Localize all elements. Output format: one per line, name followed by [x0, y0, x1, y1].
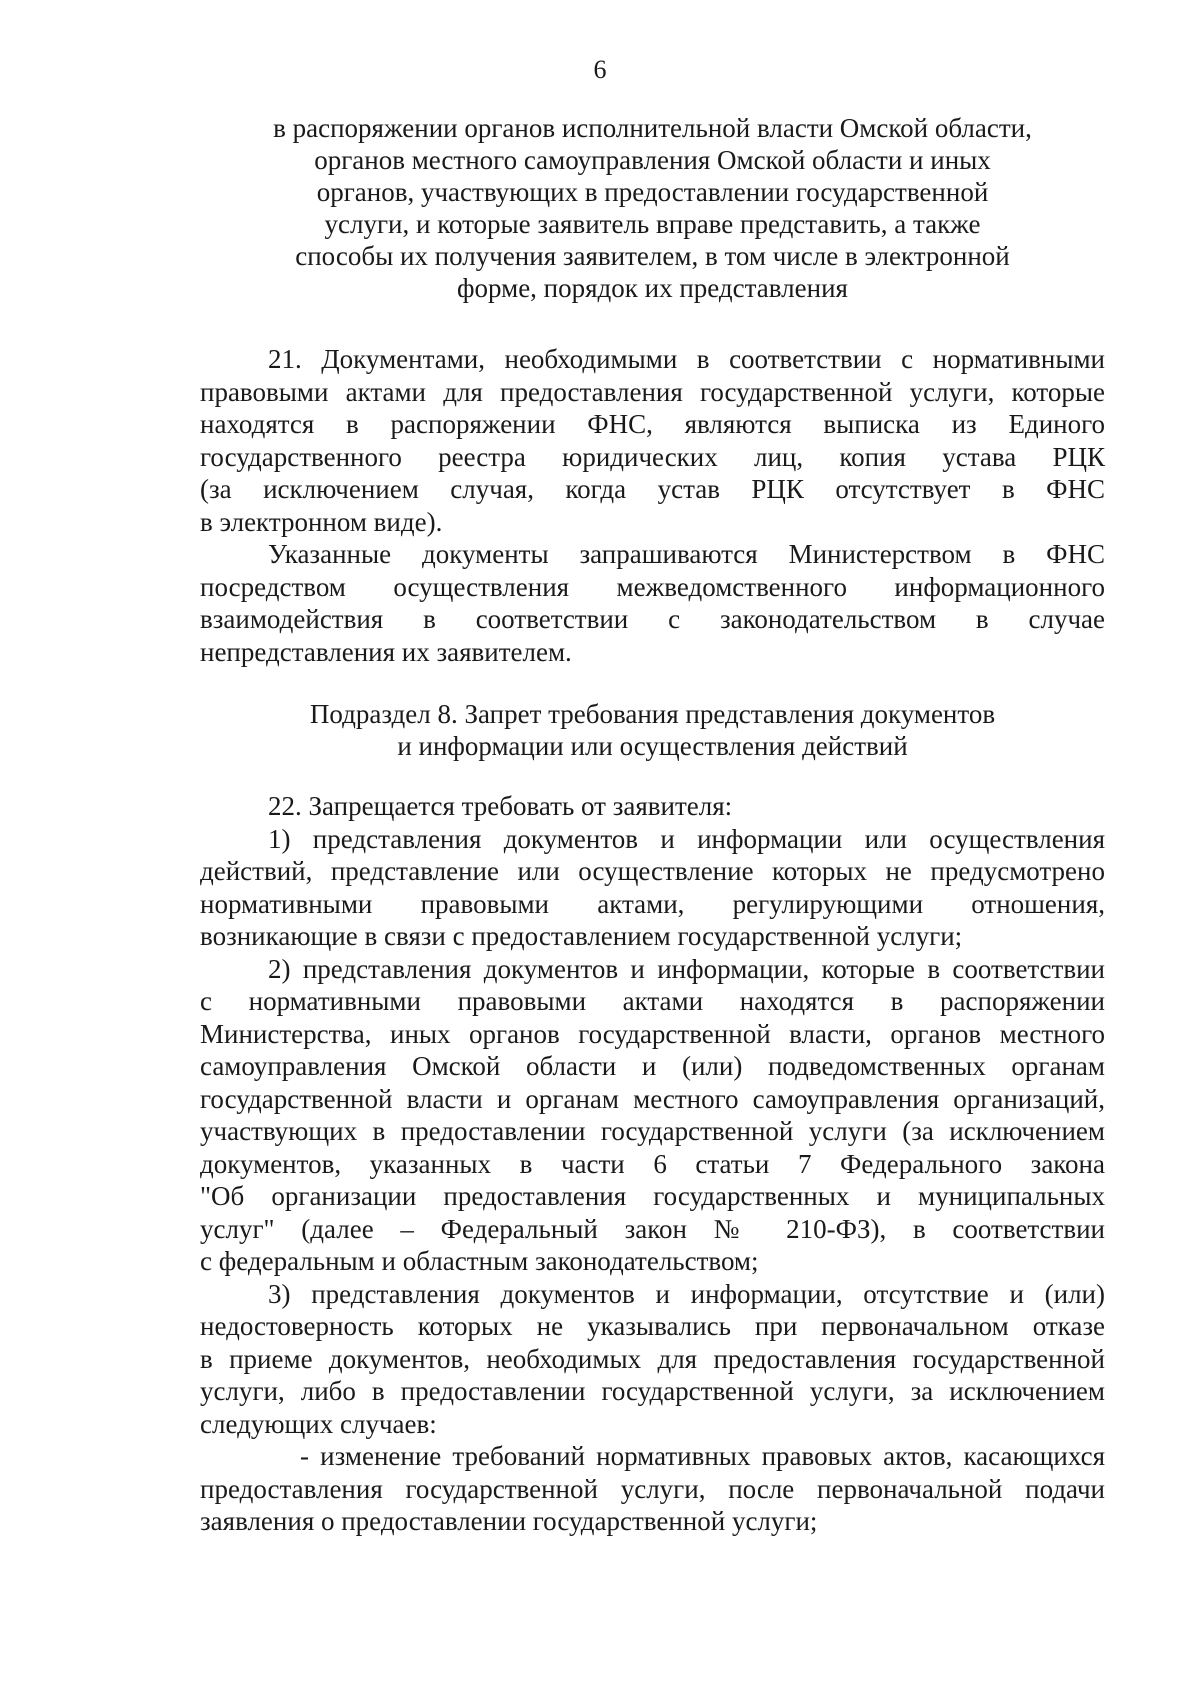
list-item-3-line: 3) представления документов и информации, отсутствие и (или)	[268, 1278, 1105, 1309]
text-line: 22. Запрещается требовать от заявителя:	[268, 791, 733, 821]
heading-line: способы их получения заявителем, в том числе в электронной	[295, 241, 1010, 271]
text-line: находятся в распоряжении ФНС, являются выписка из Единого	[200, 409, 1105, 439]
text-line: с федеральным и областным законодательством;	[200, 1246, 759, 1276]
text-line: Министерства, иных органов государственной власти, органов местного	[200, 1018, 1105, 1049]
text-line: участвующих в предоставлении государственной услуги (за исключением	[200, 1116, 1105, 1146]
text-line: с нормативными правовыми актами находятся в распоряжении	[200, 986, 1105, 1016]
paragraph-21-continued	[200, 538, 1105, 668]
text-line: взаимодействия в соответствии с законодательством в случае	[200, 604, 1105, 634]
paragraph-22	[200, 790, 1105, 1538]
text-line: услуг" (далее – Федеральный закон № 210-ФЗ), в соответствии	[200, 1213, 1105, 1244]
text-line: государственного реестра юридических лиц, копия устава РЦК	[200, 441, 1105, 472]
text-line: предоставления государственной услуги, после первоначальной подачи	[200, 1473, 1105, 1504]
subsection-8-heading	[200, 698, 1105, 762]
heading-line: форме, порядок их представления	[457, 273, 848, 303]
text-line: посредством осуществления межведомственного информационного	[200, 571, 1105, 602]
text-line: следующих случаев:	[200, 1408, 437, 1439]
heading-line: в распоряжении органов исполнительной власти Омской области,	[273, 113, 1032, 143]
heading-line: и информации или осуществления действий	[397, 731, 908, 761]
text-line: в электронном виде).	[200, 506, 443, 537]
text-line: в приеме документов, необходимых для предоставления государственной	[200, 1343, 1105, 1374]
text-line: действий, представление или осуществление которых не предусмотрено	[200, 856, 1105, 886]
text-line: услуги, либо в предоставлении государственной услуги, за исключением	[200, 1376, 1105, 1406]
paragraph-21	[200, 343, 1105, 538]
text-line: нормативными правовыми актами, регулирующими отношения,	[200, 888, 1105, 919]
heading-line: органов местного самоуправления Омской области и иных	[314, 145, 991, 175]
list-item-2-line: 2) представления документов и информации, которые в соответствии	[268, 953, 1105, 984]
heading-line: Подраздел 8. Запрет требования представления документов	[309, 699, 996, 729]
text-line: правовыми актами для предоставления государственной услуги, которые	[200, 376, 1105, 407]
text-line: государственной власти и органам местного самоуправления организаций,	[200, 1083, 1105, 1114]
text-line: (за исключением случая, когда устав РЦК отсутствует в ФНС	[200, 474, 1105, 504]
text-line: непредставления их заявителем.	[200, 636, 572, 667]
list-item-1-line: 1) представления документов и информации или осуществления	[268, 823, 1105, 854]
heading-line: органов, участвующих в предоставлении государственной	[316, 177, 989, 207]
heading-line: услуги, и которые заявитель вправе представить, а также	[324, 209, 981, 239]
text-line: самоуправления Омской области и (или) подведомственных органам	[200, 1051, 1105, 1081]
section-heading	[200, 112, 1105, 304]
dash-item-line: - изменение требований нормативных правовых актов, касающихся	[300, 1441, 1105, 1471]
text-line: документов, указанных в части 6 статьи 7 Федерального закона	[200, 1148, 1105, 1179]
text-line: заявления о предоставлении государственной услуги;	[200, 1506, 818, 1536]
text-line: 21. Документами, необходимыми в соответствии с нормативными	[268, 344, 1105, 374]
text-line: недостоверность которых не указывались при первоначальном отказе	[200, 1311, 1105, 1341]
text-line: Указанные документы запрашиваются Министерством в ФНС	[268, 539, 1105, 569]
page-number: 6	[593, 55, 607, 84]
text-line: "Об организации предоставления государственных и муниципальных	[200, 1181, 1105, 1211]
text-line: возникающие в связи с предоставлением государственной услуги;	[200, 921, 963, 951]
